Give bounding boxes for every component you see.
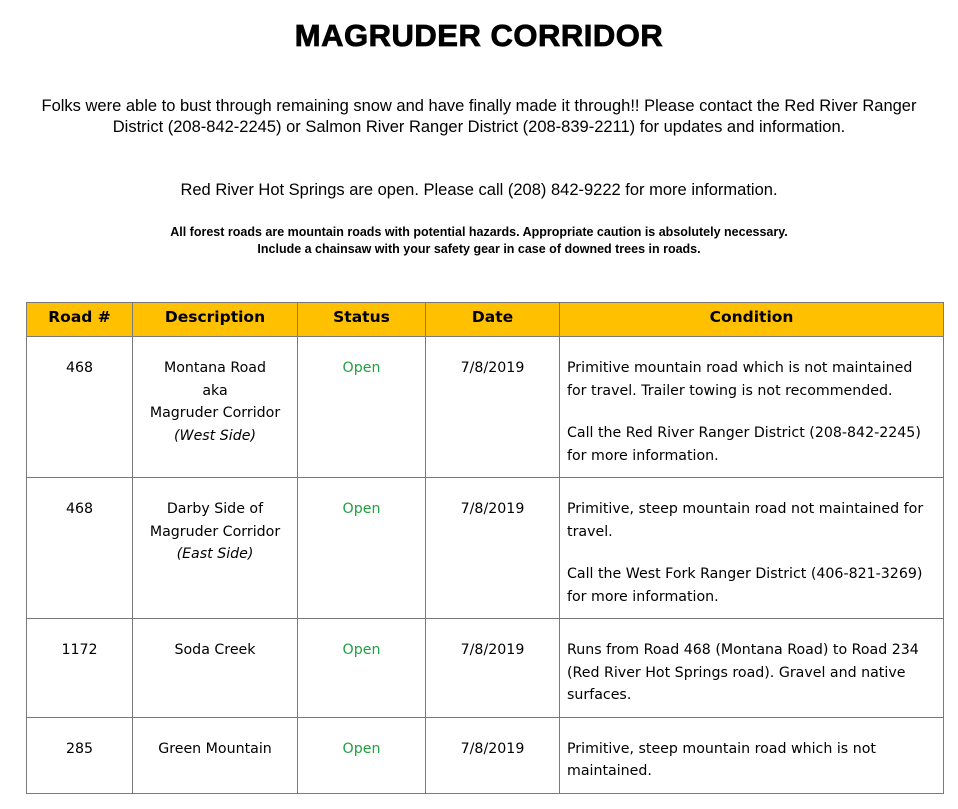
snow-update-paragraph: Folks were able to bust through remaining snow and have finally made it through!! Please contact the Red River Ranger District (208-842-2245) or Salmon River Ranger District (208-839-2211) for updates and information. xyxy=(41,97,917,136)
description-side: (East Side) xyxy=(176,546,254,562)
condition-paragraph: Primitive, steep mountain road which is not maintained. xyxy=(567,740,876,779)
description-line: Darby Side of xyxy=(166,501,264,517)
road-condition xyxy=(560,619,944,718)
description-line: Magruder Corridor xyxy=(149,405,281,421)
status-badge: Open xyxy=(298,717,426,793)
table-row xyxy=(27,717,944,793)
status-date: 7/8/2019 xyxy=(426,478,560,619)
condition-paragraph: Call the Red River Ranger District (208-842-2245) for more information. xyxy=(567,425,921,464)
description-line: Green Mountain xyxy=(158,740,272,757)
status-date: 7/8/2019 xyxy=(426,717,560,793)
road-condition xyxy=(560,717,944,793)
header-description: Description xyxy=(133,303,298,337)
description-line: aka xyxy=(202,382,228,399)
status-badge: Open xyxy=(298,337,426,478)
road-description xyxy=(133,717,298,793)
table-row xyxy=(27,478,944,619)
condition-paragraph: Primitive mountain road which is not maintained for travel. Trailer towing is not recommended. xyxy=(567,360,913,399)
table-row xyxy=(27,337,944,478)
road-description xyxy=(133,337,298,478)
description-line: Magruder Corridor xyxy=(149,523,281,540)
header-road-number: Road # xyxy=(27,303,133,337)
condition-paragraph: Primitive, steep mountain road not maintained for travel. xyxy=(567,501,924,540)
road-description xyxy=(133,619,298,718)
safety-warning xyxy=(30,224,928,258)
safety-warning-line-1: All forest roads are mountain roads with potential hazards. Appropriate caution is absolutely necessary. xyxy=(170,225,788,239)
status-badge: Open xyxy=(298,478,426,619)
description-line: Soda Creek xyxy=(174,642,256,658)
hot-springs-paragraph: Red River Hot Springs are open. Please call (208) 842-9222 for more information. xyxy=(180,181,778,199)
road-description xyxy=(133,478,298,619)
safety-warning-line-2: Include a chainsaw with your safety gear in case of downed trees in roads. xyxy=(257,242,701,256)
header-condition: Condition xyxy=(560,303,944,337)
condition-paragraph: Runs from Road 468 (Montana Road) to Road 234 (Red River Hot Springs road). Gravel and native surfaces. xyxy=(567,642,919,703)
description-side: (West Side) xyxy=(174,427,256,444)
road-condition xyxy=(560,337,944,478)
road-number: 285 xyxy=(27,717,133,793)
road-number: 1172 xyxy=(27,619,133,718)
road-status-table xyxy=(26,302,944,794)
status-date: 7/8/2019 xyxy=(426,619,560,718)
condition-paragraph: Call the West Fork Ranger District (406-821-3269) for more information. xyxy=(567,566,923,605)
table-header-row xyxy=(27,303,944,337)
road-number: 468 xyxy=(27,337,133,478)
header-status: Status xyxy=(298,303,426,337)
header-date: Date xyxy=(426,303,560,337)
description-line: Montana Road xyxy=(164,360,266,376)
page-title: MAGRUDER CORRIDOR xyxy=(294,18,664,53)
status-badge: Open xyxy=(298,619,426,718)
table-row xyxy=(27,619,944,718)
road-condition xyxy=(560,478,944,619)
status-date: 7/8/2019 xyxy=(426,337,560,478)
road-number: 468 xyxy=(27,478,133,619)
